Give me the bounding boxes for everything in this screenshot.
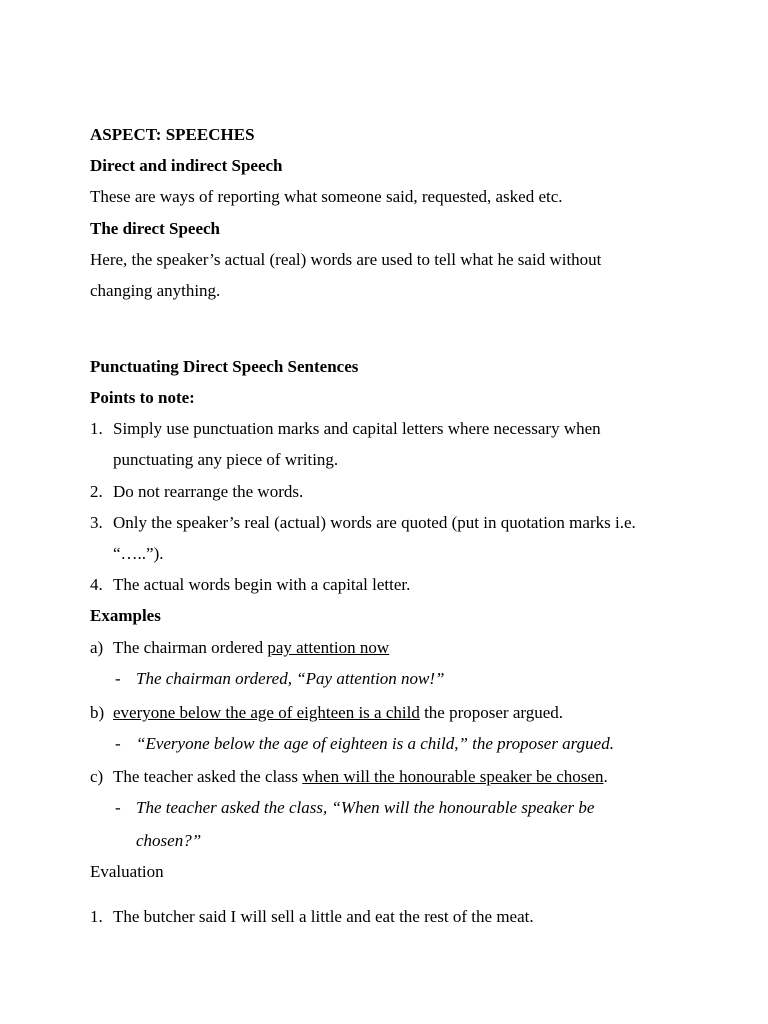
- list-item-text-continued: punctuating any piece of writing.: [113, 450, 339, 469]
- section-heading-direct-speech: The direct Speech: [90, 219, 221, 238]
- evaluation-heading: Evaluation: [90, 862, 164, 881]
- list-item-text-continued: “…..”).: [113, 544, 164, 563]
- list-item-marker: 1.: [90, 419, 103, 438]
- direct-speech-text-line1: Here, the speaker’s actual (real) words are used to tell what he said without: [90, 250, 602, 269]
- example-underlined-words: when will the honourable speaker be chosen: [302, 767, 604, 786]
- section-heading-direct-indirect: Direct and indirect Speech: [90, 156, 283, 175]
- example-prefix: The chairman ordered: [113, 638, 268, 657]
- list-item-text: Only the speaker’s real (actual) words are quoted (put in quotation marks i.e.: [113, 513, 636, 532]
- list-item-marker: 2.: [90, 482, 103, 501]
- direct-speech-text-line2: changing anything.: [90, 281, 221, 300]
- example-answer: The chairman ordered, “Pay attention now!”: [136, 669, 445, 688]
- example-underlined-words: everyone below the age of eighteen is a child: [113, 703, 420, 722]
- example-answer: The teacher asked the class, “When will the honourable speaker be: [136, 798, 595, 817]
- example-question: [113, 638, 389, 658]
- example-marker: a): [90, 638, 104, 657]
- example-question: [113, 767, 608, 787]
- aspect-heading: ASPECT: SPEECHES: [90, 125, 255, 144]
- example-marker: c): [90, 767, 104, 786]
- list-item-text: Simply use punctuation marks and capital letters where necessary when: [113, 419, 601, 438]
- section-text-ways-of-reporting: These are ways of reporting what someone said, requested, asked etc.: [90, 187, 563, 206]
- example-answer: “Everyone below the age of eighteen is a child,” the proposer argued.: [136, 734, 614, 753]
- example-suffix: .: [603, 767, 608, 786]
- example-question: [113, 703, 563, 723]
- section-heading-punctuating: Punctuating Direct Speech Sentences: [90, 357, 359, 376]
- example-prefix: The teacher asked the class: [113, 767, 303, 786]
- answer-dash: -: [115, 669, 121, 688]
- evaluation-marker: 1.: [90, 907, 103, 926]
- list-item-marker: 4.: [90, 575, 103, 594]
- evaluation-question: The butcher said I will sell a little and eat the rest of the meat.: [113, 907, 534, 926]
- list-item-marker: 3.: [90, 513, 103, 532]
- example-suffix: the proposer argued.: [419, 703, 564, 722]
- points-to-note-heading: Points to note:: [90, 388, 195, 407]
- examples-heading: Examples: [90, 606, 161, 625]
- answer-dash: -: [115, 734, 121, 753]
- example-underlined-words: pay attention now: [267, 638, 390, 657]
- answer-dash: -: [115, 798, 121, 817]
- example-answer-continued: chosen?”: [136, 831, 202, 850]
- example-marker: b): [90, 703, 105, 722]
- list-item-text: The actual words begin with a capital letter.: [113, 575, 411, 594]
- list-item-text: Do not rearrange the words.: [113, 482, 304, 501]
